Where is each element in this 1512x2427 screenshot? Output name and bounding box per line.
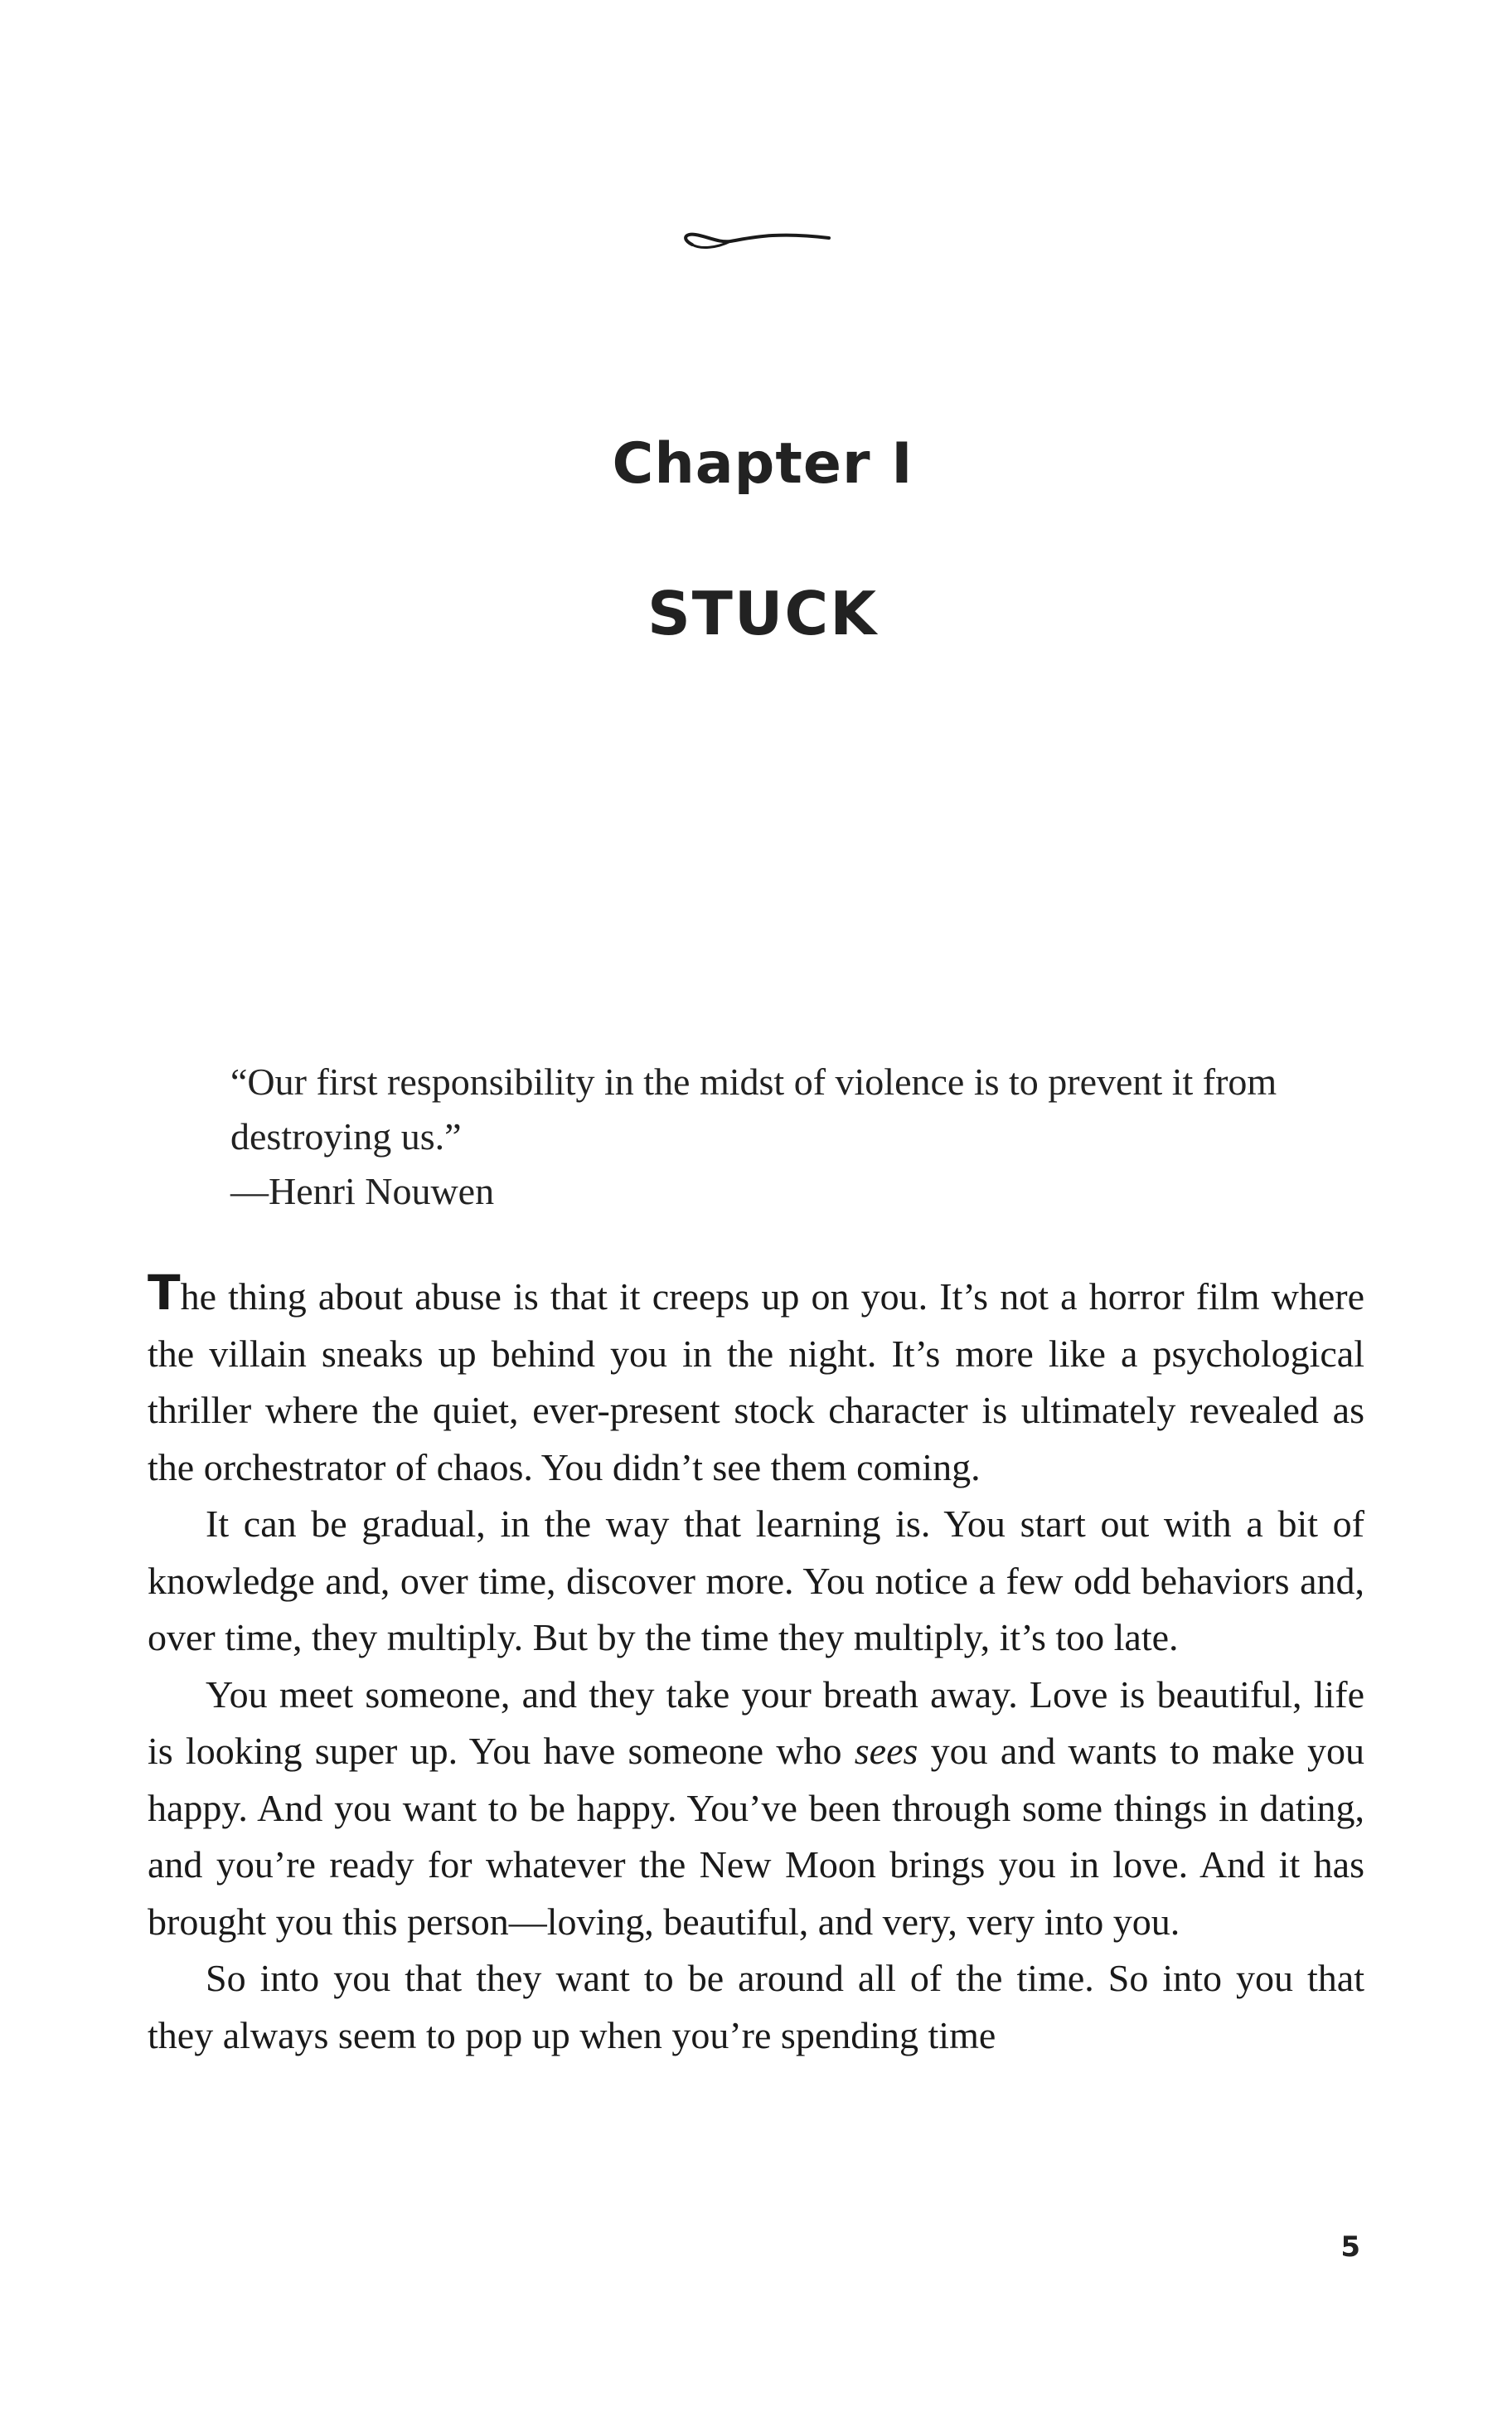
epigraph-attribution: —Henri Nouwen <box>230 1170 495 1212</box>
paragraph-1 <box>148 1264 1364 1496</box>
paragraph-1-text: he thing about abuse is that it creeps up on you. It’s not a horror film where the villain sneaks up behind you in the night. It’s more like a psychological thriller where the quiet, ever-present stock character is ultimately revealed as the orchestrator of chaos. You didn’t see them coming. <box>148 1275 1364 1488</box>
ornament-flourish-icon <box>676 220 841 269</box>
paragraph-3-emphasis: sees <box>854 1730 918 1772</box>
page-number: 5 <box>1340 2230 1360 2264</box>
epigraph <box>230 1055 1358 1219</box>
chapter-label: Chapter I <box>612 431 914 497</box>
paragraph-4: So into you that they want to be around all of the time. So into you that they always seem to pop up when you’re spending time <box>148 1957 1364 2056</box>
body-text <box>148 1264 1364 2064</box>
drop-cap: T <box>148 1264 181 1321</box>
paragraph-3 <box>148 1667 1364 1951</box>
paragraph-3-before: You meet someone, and they take your breath away. Love is beautiful, life is looking super up. You have someone who <box>148 1672 1364 1772</box>
epigraph-quote: “Our first responsibility in the midst of violence is to prevent it from destroying us.” <box>230 1061 1277 1158</box>
paragraph-3-after: you and wants to make you happy. And you want to be happy. You’ve been through some things in dating, and you’re ready for whatever the New Moon brings you in love. And it has brought you this person—loving, beautiful, and very, very into you. <box>148 1730 1364 1943</box>
chapter-title: STUCK <box>647 579 879 648</box>
paragraph-2: It can be gradual, in the way that learning is. You start out with a bit of knowledge and, over time, discover more. You notice a few odd behaviors and, over time, they multiply. But by the time they multiply, it’s too late. <box>148 1502 1364 1658</box>
